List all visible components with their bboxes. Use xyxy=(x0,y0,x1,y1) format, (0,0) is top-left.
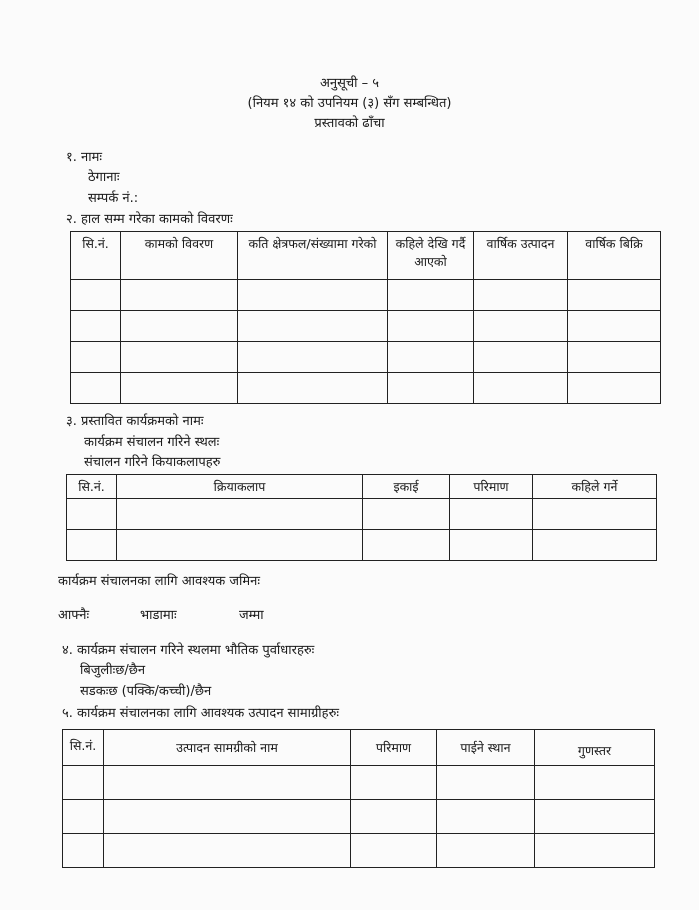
table-row xyxy=(71,311,661,342)
column-header: कहिले गर्ने xyxy=(533,475,657,499)
column-header: वार्षिक उत्पादन xyxy=(474,232,568,280)
name-label: १. नामः xyxy=(66,150,103,165)
column-header: सि.नं. xyxy=(63,730,104,766)
contact-label: सम्पर्क नं.: xyxy=(88,191,139,206)
activities-label: संचालन गरिने कियाकलापहरु xyxy=(84,455,221,470)
schedule-heading: अनुसूची – ५ xyxy=(319,76,380,91)
column-header: इकाई xyxy=(363,475,450,499)
rented-land-label: भाडामाः xyxy=(140,608,177,623)
column-header: उत्पादन सामग्रीको नाम xyxy=(104,730,351,766)
work-history-table xyxy=(70,231,661,404)
table-row xyxy=(71,373,661,404)
column-header: पाईने स्थान xyxy=(437,730,535,766)
column-header: परिमाण xyxy=(351,730,437,766)
road-status: सडकःछ (पक्कि/कच्ची)/छैन xyxy=(80,684,212,699)
activities-table xyxy=(66,474,657,561)
program-location-label: कार्यक्रम संचालन गरिने स्थलः xyxy=(84,435,220,450)
column-header: सि.नं. xyxy=(67,475,117,499)
column-header: गुणस्तर xyxy=(535,730,655,766)
materials-table xyxy=(62,729,655,868)
infrastructure-heading: ४. कार्यक्रम संचालन गरिने स्थलमा भौतिक पुर्वाधारहरुः xyxy=(62,643,315,658)
table-row xyxy=(67,530,657,561)
rule-reference: (नियम १४ को उपनियम (३) सँग सम्बन्धित) xyxy=(247,96,452,111)
work-history-heading: २. हाल सम्म गरेका कामको विवरणः xyxy=(66,212,233,227)
column-header: कामको विवरण xyxy=(121,232,238,280)
column-header: परिमाण xyxy=(450,475,533,499)
table-row xyxy=(63,766,655,800)
column-header: कहिले देखि गर्दै आएको xyxy=(388,232,474,280)
total-land-label: जम्मा xyxy=(239,608,264,623)
own-land-label: आफ्नैः xyxy=(58,608,90,623)
table-row xyxy=(63,834,655,868)
column-header: कति क्षेत्रफल/संख्यामा गरेको xyxy=(238,232,388,280)
column-header: वार्षिक बिक्रि xyxy=(568,232,661,280)
proposed-program-heading: ३. प्रस्तावित कार्यक्रमको नामः xyxy=(66,414,204,429)
table-row xyxy=(71,280,661,311)
table-row xyxy=(67,499,657,530)
land-required-heading: कार्यक्रम संचालनका लागि आवश्यक जमिनः xyxy=(58,574,261,589)
electricity-status: बिजुलीःछ/छैन xyxy=(80,663,146,678)
address-label: ठेगानाः xyxy=(88,170,120,185)
form-title: प्रस्तावको ढाँचा xyxy=(314,116,385,131)
column-header: सि.नं. xyxy=(71,232,121,280)
materials-heading: ५. कार्यक्रम संचालनका लागि आवश्यक उत्पादन सामाग्रीहरुः xyxy=(62,706,339,721)
table-row xyxy=(63,800,655,834)
table-row xyxy=(71,342,661,373)
column-header: क्रियाकलाप xyxy=(117,475,363,499)
